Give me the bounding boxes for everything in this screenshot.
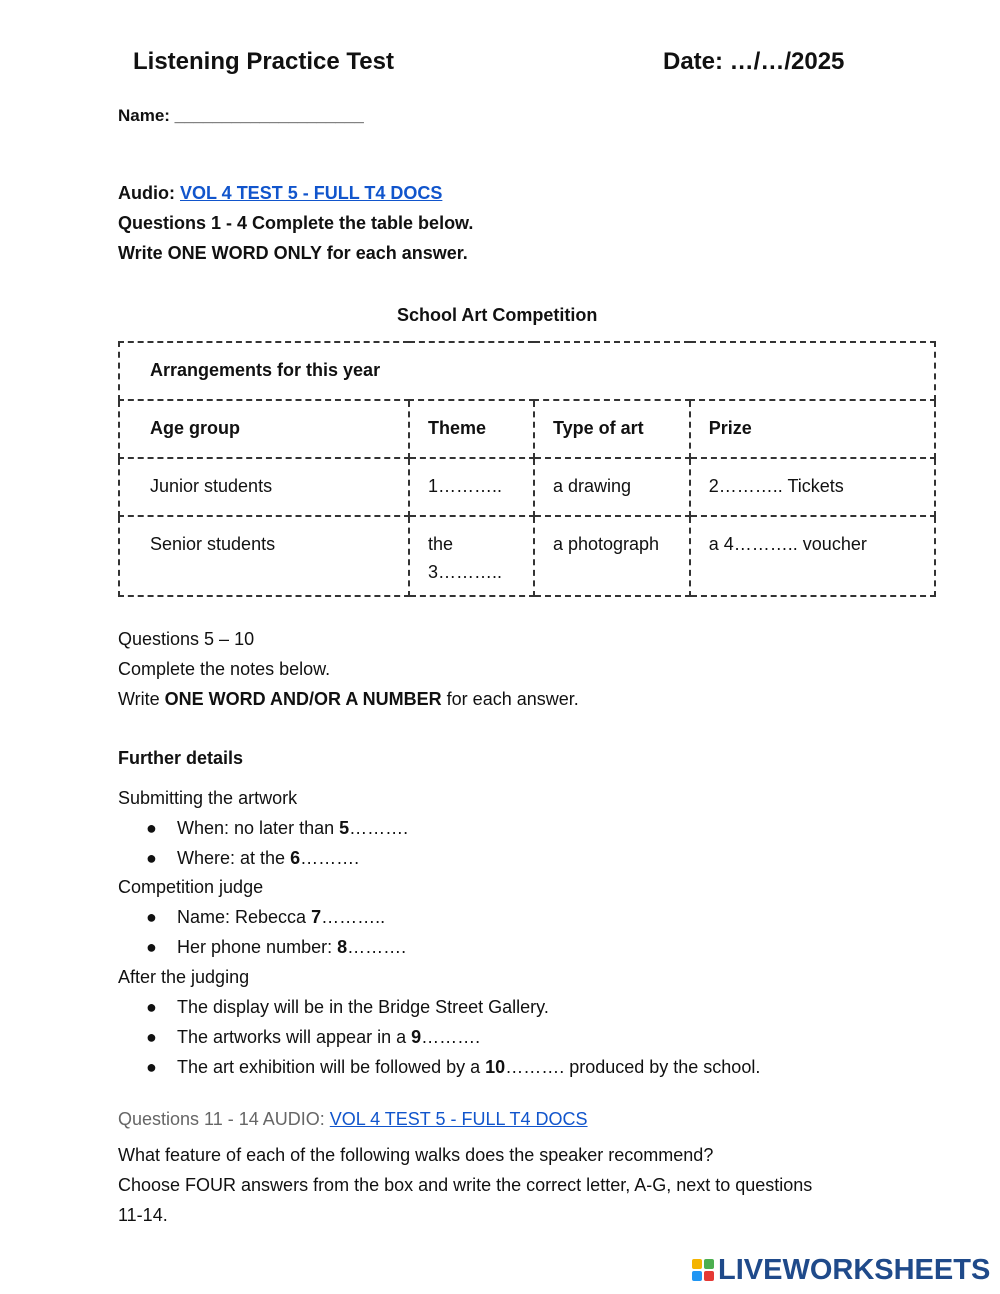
- questions-11-14-heading: [118, 1109, 588, 1130]
- item-text: The art exhibition will be followed by a: [177, 1057, 486, 1077]
- audio-link[interactable]: VOL 4 TEST 5 - FULL T4 DOCS: [180, 183, 443, 203]
- name-field: Name: ____________________: [118, 106, 364, 125]
- write-instruction: [118, 689, 579, 710]
- complete-notes-instruction: Complete the notes below.: [118, 659, 331, 679]
- list-item-10: [177, 1057, 760, 1078]
- bullet-icon: ●: [146, 1027, 157, 1047]
- answer-blank-5[interactable]: ……….: [349, 818, 409, 838]
- section-heading-judge: Competition judge: [118, 877, 264, 897]
- bullet-icon: ●: [146, 848, 157, 868]
- further-details-heading: Further details: [118, 748, 244, 768]
- header-theme: Theme: [409, 400, 534, 458]
- table-row: [119, 516, 935, 596]
- header-type-of-art: Type of art: [534, 400, 690, 458]
- table-cell: a drawing: [534, 458, 690, 516]
- question-number: 5: [339, 818, 350, 838]
- answer-blank-9[interactable]: ……….: [421, 1027, 481, 1047]
- question-number: 10: [485, 1057, 506, 1077]
- page-title: Listening Practice Test: [133, 48, 394, 75]
- answer-blank-3[interactable]: the 3………..: [427, 534, 502, 582]
- logo-text: LIVEWORKSHEETS: [718, 1253, 991, 1286]
- table-section-title: Arrangements for this year: [119, 342, 935, 400]
- competition-table: [118, 341, 936, 597]
- logo-block: [704, 1259, 714, 1269]
- logo-block: [692, 1271, 702, 1281]
- question-number: 8: [337, 937, 348, 957]
- answer-blank-4[interactable]: a 4……….. voucher: [690, 516, 935, 596]
- table-row: [119, 458, 935, 516]
- item-text: Her phone number:: [177, 937, 338, 957]
- list-item-8: [177, 937, 406, 958]
- section-heading-submitting: Submitting the artwork: [118, 788, 298, 808]
- list-item-9: [177, 1027, 480, 1048]
- logo-blocks-icon: [692, 1259, 714, 1281]
- answer-blank-1[interactable]: 1………..: [409, 458, 534, 516]
- audio-line: [118, 183, 442, 204]
- logo-block: [704, 1271, 714, 1281]
- question-number: 7: [311, 907, 322, 927]
- answer-blank-2[interactable]: 2……….. Tickets: [690, 458, 935, 516]
- table-cell: Senior students: [119, 516, 409, 596]
- audio-link-2[interactable]: VOL 4 TEST 5 - FULL T4 DOCS: [329, 1109, 588, 1129]
- item-text: When: no later than: [177, 818, 340, 838]
- answer-blank-8[interactable]: ……….: [347, 937, 407, 957]
- write-prefix: Write: [118, 689, 165, 709]
- write-suffix: for each answer.: [441, 689, 579, 709]
- date-field: Date: …/…/2025: [663, 48, 845, 75]
- instruction-one-word: Write ONE WORD ONLY for each answer.: [118, 243, 468, 263]
- list-item-6: [177, 848, 359, 869]
- bullet-icon: ●: [146, 937, 157, 957]
- header-age-group: Age group: [119, 400, 409, 458]
- bullet-icon: ●: [146, 997, 157, 1017]
- questions-5-10-heading: Questions 5 – 10: [118, 629, 255, 649]
- item-text: Name: Rebecca: [177, 907, 312, 927]
- item-text: Where: at the: [177, 848, 291, 868]
- list-item-display: [177, 997, 549, 1018]
- answer-blank-7[interactable]: ………..: [321, 907, 386, 927]
- table-caption: School Art Competition: [397, 305, 598, 325]
- questions-1-4-heading: Questions 1 - 4 Complete the table below.: [118, 213, 474, 233]
- write-bold: ONE WORD AND/OR A NUMBER: [164, 689, 442, 709]
- section-heading-after-judging: After the judging: [118, 967, 250, 987]
- table-section-row: [119, 342, 935, 400]
- answer-blank-6[interactable]: ……….: [300, 848, 360, 868]
- item-text: The artworks will appear in a: [177, 1027, 412, 1047]
- question-number: 6: [290, 848, 301, 868]
- table-cell: Junior students: [119, 458, 409, 516]
- choose-instruction-line2: 11-14.: [118, 1205, 168, 1225]
- table-header-row: [119, 400, 935, 458]
- table-cell: a photograph: [534, 516, 690, 596]
- answer-blank-10[interactable]: ………. produced by the school.: [505, 1057, 761, 1077]
- liveworksheets-logo[interactable]: [692, 1255, 990, 1285]
- question-number: 9: [411, 1027, 422, 1047]
- bullet-icon: ●: [146, 818, 157, 838]
- walks-question: What feature of each of the following walks does the speaker recommend?: [118, 1145, 714, 1165]
- questions-11-14-label: Questions 11 - 14 AUDIO:: [118, 1109, 330, 1129]
- item-text: The display will be in the Bridge Street Gallery.: [177, 997, 549, 1017]
- audio-label: Audio:: [118, 183, 175, 203]
- answer-cell-3: [409, 516, 534, 596]
- choose-instruction-line1: Choose FOUR answers from the box and write the correct letter, A-G, next to questions: [118, 1175, 813, 1195]
- header-prize: Prize: [690, 400, 935, 458]
- bullet-icon: ●: [146, 907, 157, 927]
- logo-block: [692, 1259, 702, 1269]
- list-item-5: [177, 818, 408, 839]
- list-item-7: [177, 907, 385, 928]
- bullet-icon: ●: [146, 1057, 157, 1077]
